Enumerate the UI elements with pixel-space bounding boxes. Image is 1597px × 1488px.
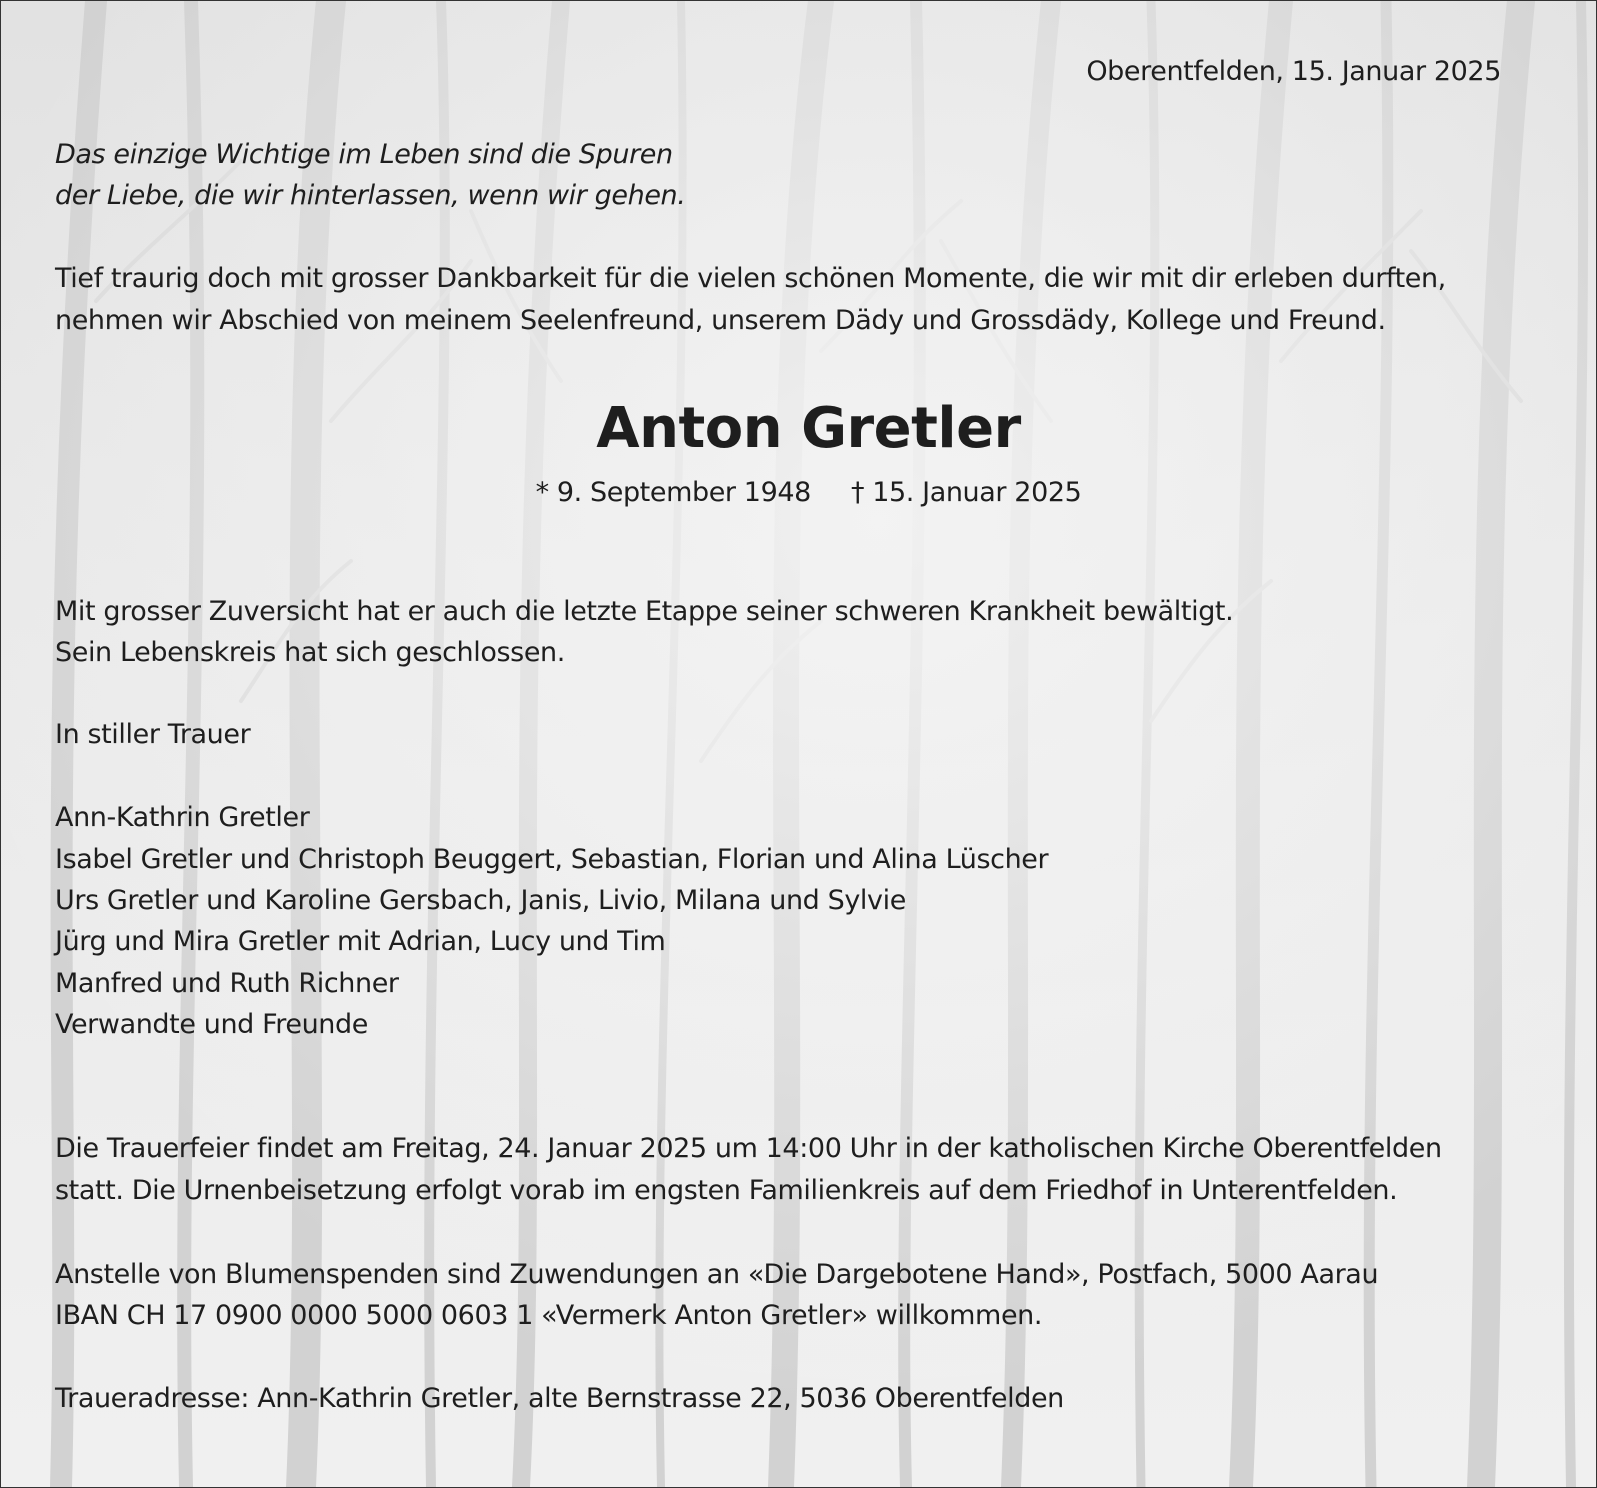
mourner-line: Verwandte und Freunde <box>55 1009 368 1040</box>
message-line-1: Mit grosser Zuversicht hat er auch die letzte Etappe seiner schweren Krankheit bewältigt. <box>55 596 1234 627</box>
ceremony-line-2: statt. Die Urnenbeisetzung erfolgt vorab im engsten Familienkreis auf dem Friedhof in Unterentfelden. <box>55 1175 1398 1206</box>
ceremony-line-1: Die Trauerfeier findet am Freitag, 24. Januar 2025 um 14:00 Uhr in der katholischen Kirche Oberentfelden <box>55 1133 1442 1164</box>
mourner-line: Ann-Kathrin Gretler <box>55 802 310 833</box>
mourning-label: In stiller Trauer <box>55 719 251 750</box>
notice-content <box>1 1 1596 1487</box>
motto-line-2: der Liebe, die wir hinterlassen, wenn wir gehen. <box>55 180 686 211</box>
motto-line-1: Das einzige Wichtige im Leben sind die Spuren <box>55 139 673 170</box>
birth-date: * 9. September 1948 <box>535 477 811 508</box>
mourner-line: Manfred und Ruth Richner <box>55 968 399 999</box>
place-date: Oberentfelden, 15. Januar 2025 <box>1086 56 1501 87</box>
mourning-address: Traueradresse: Ann-Kathrin Gretler, alte Bernstrasse 22, 5036 Oberentfelden <box>55 1383 1064 1414</box>
death-date: † 15. Januar 2025 <box>850 477 1082 508</box>
intro-line-2: nehmen wir Abschied von meinem Seelenfreund, unserem Dädy und Grossdädy, Kollege und Freund. <box>55 305 1386 336</box>
intro-line-1: Tief traurig doch mit grosser Dankbarkeit für die vielen schönen Momente, die wir mit dir erleben durften, <box>55 263 1446 294</box>
message-line-2: Sein Lebenskreis hat sich geschlossen. <box>55 637 565 668</box>
mourner-line: Isabel Gretler und Christoph Beuggert, Sebastian, Florian und Alina Lüscher <box>55 844 1049 875</box>
donation-line-2: IBAN CH 17 0900 0000 5000 0603 1 «Vermerk Anton Gretler» willkommen. <box>55 1300 1043 1331</box>
donation-line-1: Anstelle von Blumenspenden sind Zuwendungen an «Die Dargebotene Hand», Postfach, 5000 Aarau <box>55 1259 1379 1290</box>
life-dates <box>1 472 1596 514</box>
deceased-name: Anton Gretler <box>596 396 1021 461</box>
mourner-line: Urs Gretler und Karoline Gersbach, Janis, Livio, Milana und Sylvie <box>55 885 906 916</box>
mourner-line: Jürg und Mira Gretler mit Adrian, Lucy und Tim <box>55 926 666 957</box>
